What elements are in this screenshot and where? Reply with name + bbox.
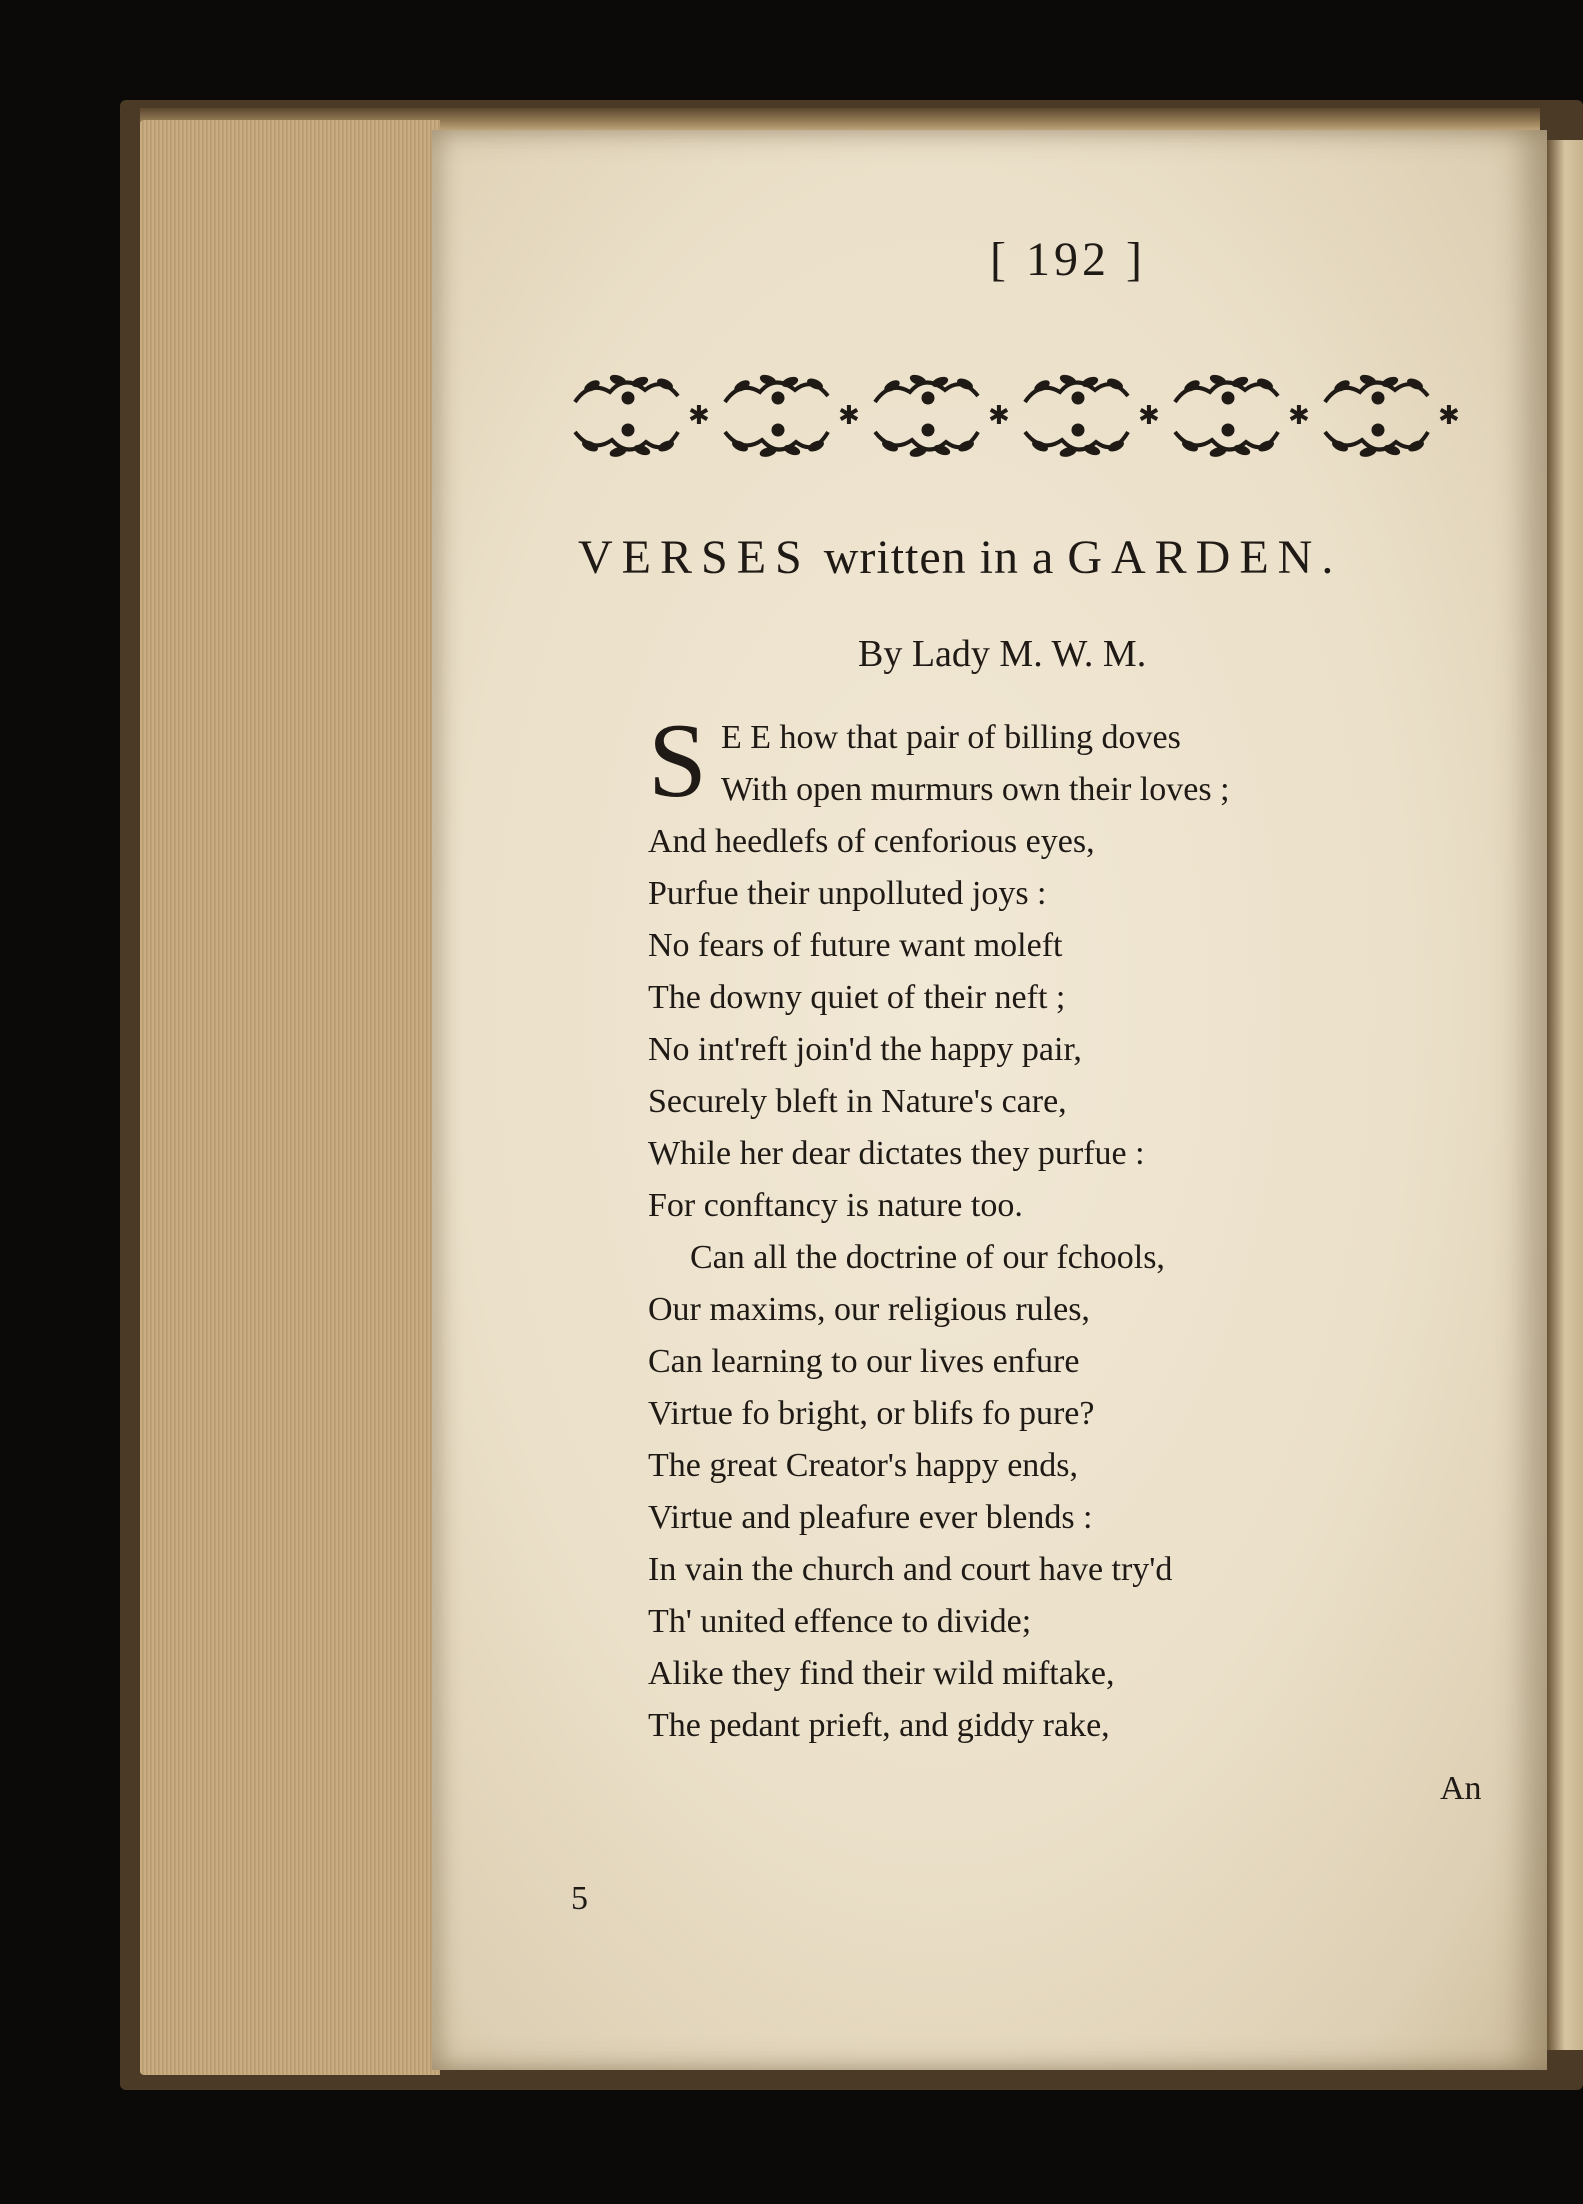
poem-line: Can all the doctrine of our fchools,: [690, 1239, 1165, 1276]
poem-line: No fears of future want moleft: [648, 927, 1063, 964]
poem-line: Our maxims, our religious rules,: [648, 1291, 1090, 1328]
title-garden: GARDEN: [1067, 531, 1322, 584]
poem-line: Virtue and pleafure ever blends :: [648, 1499, 1093, 1536]
poem-line: Alike they find their wild miftake,: [648, 1655, 1115, 1692]
poem-line: E E how that pair of billing doves: [720, 719, 1181, 756]
floral-band-ornament-icon: [570, 362, 1470, 462]
poem-line: Can learning to our lives enfure: [648, 1343, 1080, 1380]
poem-line: The pedant prieft, and giddy rake,: [648, 1707, 1110, 1744]
poem-line: And heedlefs of cenforious eyes,: [648, 823, 1095, 860]
poem-line: The downy quiet of their neft ;: [648, 979, 1066, 1016]
facing-page-edge: [1547, 140, 1583, 2050]
poem-line: No int'reft join'd the happy pair,: [648, 1031, 1082, 1068]
poem-line: Securely bleft in Nature's care,: [648, 1083, 1067, 1120]
poem-body: [648, 702, 1408, 1752]
author-byline: By Lady M. W. M.: [858, 633, 1147, 675]
poem-line: With open murmurs own their loves ;: [720, 771, 1230, 808]
poem-line: Th' united effence to divide;: [648, 1603, 1032, 1640]
title-verses: VERSES: [578, 531, 811, 584]
poem-title: [578, 530, 1334, 585]
poem-line: For conftancy is nature too.: [648, 1187, 1023, 1224]
title-middle: written in a: [810, 531, 1068, 584]
poem-line: Purfue their unpolluted joys :: [648, 875, 1047, 912]
title-period: .: [1321, 531, 1335, 584]
drop-cap: S: [648, 702, 707, 819]
catchword: An: [1440, 1770, 1482, 1807]
poem-line: While her dear dictates they purfue :: [648, 1135, 1145, 1172]
page-block-fore-edge: [140, 120, 440, 2075]
svg-text:✱: ✱: [688, 401, 710, 431]
poem-line: The great Creator's happy ends,: [648, 1447, 1079, 1484]
page-number: [ 192 ]: [990, 233, 1146, 286]
poem-line: Virtue fo bright, or blifs fo pure?: [648, 1395, 1095, 1432]
poem-line: In vain the church and court have try'd: [648, 1551, 1173, 1588]
signature-mark: 5: [571, 1880, 588, 1917]
